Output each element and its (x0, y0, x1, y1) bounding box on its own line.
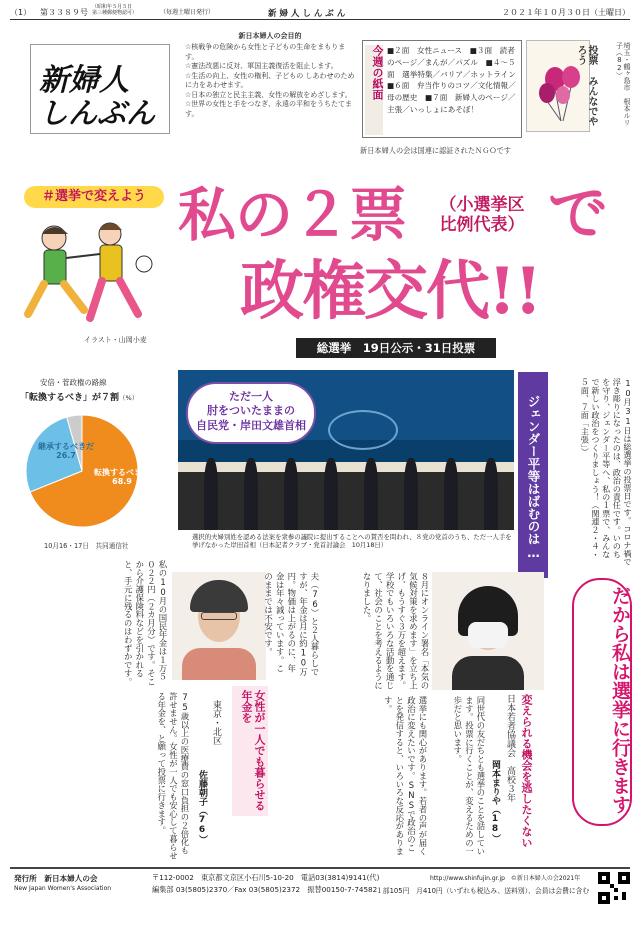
running-people-icon (14, 214, 164, 334)
leader-figure (404, 458, 418, 530)
issue-number: 第３３８９号 (40, 8, 88, 17)
audience (178, 472, 514, 530)
pie-label-change-name: 転換するべきだ (94, 468, 150, 477)
campaign-tag: ＃選挙で変えよう (24, 186, 164, 208)
graph-source: 10月16・17日 共同通信社 (44, 542, 129, 550)
headline-main: 私の２票 (178, 181, 407, 249)
pie-label-change-value: 68.9 (112, 476, 132, 486)
goal-item: ☆憲法改悪に反対、軍国主義復活を阻止します。 (185, 62, 338, 71)
publisher: 発行所 新日本婦人の会 (14, 874, 98, 883)
goal-item: ☆世界の女性と手をつなぎ、永遠の平和をうちたてます。 (185, 100, 352, 118)
youth-article-1: ８月にオンライン署名「本気の気候対策を求めます」を立ち上げ、もうすぐ３万を超えます。学校でもいろいろな活動を通じて、社会のことを考えるようになりました。 (362, 572, 430, 690)
graph-unit: （%） (119, 394, 139, 402)
qr-code-icon[interactable] (598, 872, 630, 904)
headline-paren-line-2: 比例代表） (439, 214, 525, 235)
elder-shoulders (182, 648, 256, 680)
pie-label-change (94, 469, 150, 487)
people-illustration (14, 214, 164, 334)
newspaper-logo (30, 44, 170, 134)
elder-article-3: 75歳以上の医療費の窓口負担の２倍化も許せません。女性が一人でも安心して暮らせる年金を、と願って投票に行きます。 (156, 692, 190, 860)
picture-letter (526, 40, 597, 132)
picture-credit: 埼玉・鶴ヶ島市 根本ルリ子（82） (615, 42, 631, 126)
youth-affiliation: 日本若者協議会 高校３年 (505, 694, 515, 802)
website-copyright: http://www.shinfujin.gr.jp ©新日本婦人の会2021年 (430, 875, 581, 882)
pie-label-continue-name: 継承するべきだ (38, 442, 94, 451)
paper-name: 新 婦 人 し ん ぶ ん (268, 9, 346, 19)
ngo-note: 新日本婦人の会は国連に認証されたＮＧＯです (360, 146, 511, 155)
issue-date: ２０２１年１０月３０日（土曜日） (502, 8, 630, 17)
masthead-bar (10, 4, 630, 20)
election-banner: 総選挙 19日公示・31日投票 (296, 338, 496, 358)
elder-name: 佐藤朝子（76） (197, 770, 207, 844)
headline-particle: で (548, 179, 608, 249)
youth-shoulders (452, 656, 524, 690)
price-info: １部105円 月410円（いずれも税込み、送料別）、会員は会費に含む (376, 887, 590, 895)
youth-name: 岡本まりや（18） (490, 760, 500, 843)
elder-article-2: 私の10月の国民年金は１万５０２２円（２カ月分）です。そこから介護保険料などを引かれると、手元に残るのはわずかです。 (123, 560, 168, 686)
publisher-english: New Japan Women's Association (14, 885, 112, 892)
graph-title: 安倍・菅政権の路線 (40, 378, 107, 387)
colophon (10, 867, 630, 923)
publisher-address: 〒112-0002 東京都文京区小石川5-10-20 電話03(3814)9141(代) (152, 873, 380, 882)
poll-graph (14, 377, 170, 537)
pie-label-continue-value: 26.7 (56, 450, 76, 460)
goals-title: 新日本婦人の会目的 (238, 32, 302, 40)
elder-photo (172, 572, 266, 680)
elder-article-1: 夫（76）と２人暮らしですが、年金は月に約10万円。物価は上がるのに、年金は年々減っています。このままでは不安です。 (263, 572, 320, 676)
page-number: （1） (10, 8, 32, 17)
vote-callout: だから私は選挙に行きます (609, 586, 631, 814)
lead-article: 10月31日は総選挙の投票日です。コロナ禍で浮き彫りになったのは、政治の責任です。いのちを守り、ジェンダー平等へ、私の１票で、みんなで新しい政治をつくりましょう！（関連２・４・５面、７面「主張」） (580, 378, 633, 566)
contents-label: 今週の紙面 (365, 45, 383, 135)
pie-label-continue (38, 443, 94, 461)
headline-second: 政権交代!! (240, 254, 541, 329)
leader-figure (364, 458, 378, 530)
goal-item: ☆生活の向上、女性の権利、子どもの しあわせのために力をあわせます。 (185, 71, 355, 90)
picture-caption: 投票 みんなでやろう (575, 45, 597, 126)
graph-question (20, 390, 138, 403)
leader-figure (324, 458, 338, 530)
contents-text: ■２面 女性ニュース ■３面 読者のページ／まんが／パズル ■４〜５面 選挙特集／バリア／ホットライン ■６面 弁当作りのコツ／文化情報／母の歴史 ■７面 新婦人のページ／主張／いっしょにあそぼ！ (387, 46, 524, 114)
issue-note-2: （毎週土曜日発行） (160, 9, 215, 16)
elder-hair (190, 580, 248, 612)
association-goals (185, 32, 355, 119)
goal-item: ☆日本の独立と民主主義、女性の解放をめざします。 (185, 90, 352, 99)
elder-place: 東京・北区 (211, 700, 221, 745)
graph-question-text: 「転換するべき」が７割 (20, 393, 120, 403)
photo-caption: 選択的夫婦別姓を認める法案を衆参の議院に提出することへの賛否を問われ、８党の党首のうち、ただ一人手を挙げなかった岸田首相（日本記者クラブ・党首討論会 10月18日） (192, 533, 512, 550)
podium-emblem (328, 410, 398, 450)
logo-line-1: 新婦人 (39, 63, 129, 98)
logo-line-2: しんぶん (39, 96, 156, 130)
this-week-contents (362, 40, 522, 138)
leader-figure (444, 458, 458, 530)
elder-headline: 女性が一人でも暮らせる年金を (240, 690, 266, 811)
leader-figure (204, 458, 218, 530)
desk-row (178, 462, 514, 472)
youth-photo (432, 572, 544, 690)
glasses-icon (201, 612, 237, 620)
leader-figure (244, 458, 258, 530)
headline-paren-line-1: （小選挙区 (439, 195, 525, 215)
youth-article-2: 選挙にも関心があります。若者の声が届く政治に変えたいです。SNSで政治のことを発信すると、いろいろな反応があります。 (383, 696, 428, 856)
headline-paren (422, 196, 542, 235)
goal-item: ☆核戦争の危険から女性と子どもの生命をまもります。 (185, 43, 346, 61)
editorial-contact: 編集部 03(5805)2370／Fax 03(5805)2372 振替00150-7-74582 (152, 885, 378, 894)
gender-equality-heading: ジェンダー平等はばむのは… (518, 372, 548, 578)
illustration-credit: イラスト・山岡小麦 (84, 336, 147, 344)
leader-figure (484, 458, 498, 530)
youth-headline: 変えられる機会を逃したくない (520, 694, 533, 848)
speech-bubble: ただ一人 肘をついたままの 自民党・岸田文雄首相 (186, 382, 316, 444)
youth-article-3: 同世代の友だちとも選挙のことを話しています。投票に行くことが、変えるための一歩だと思います。 (452, 696, 486, 856)
issue-note: （昭和年５月５日 第三種郵便物認可） (92, 4, 138, 16)
leader-figure (284, 458, 298, 530)
mask-icon (468, 622, 508, 648)
